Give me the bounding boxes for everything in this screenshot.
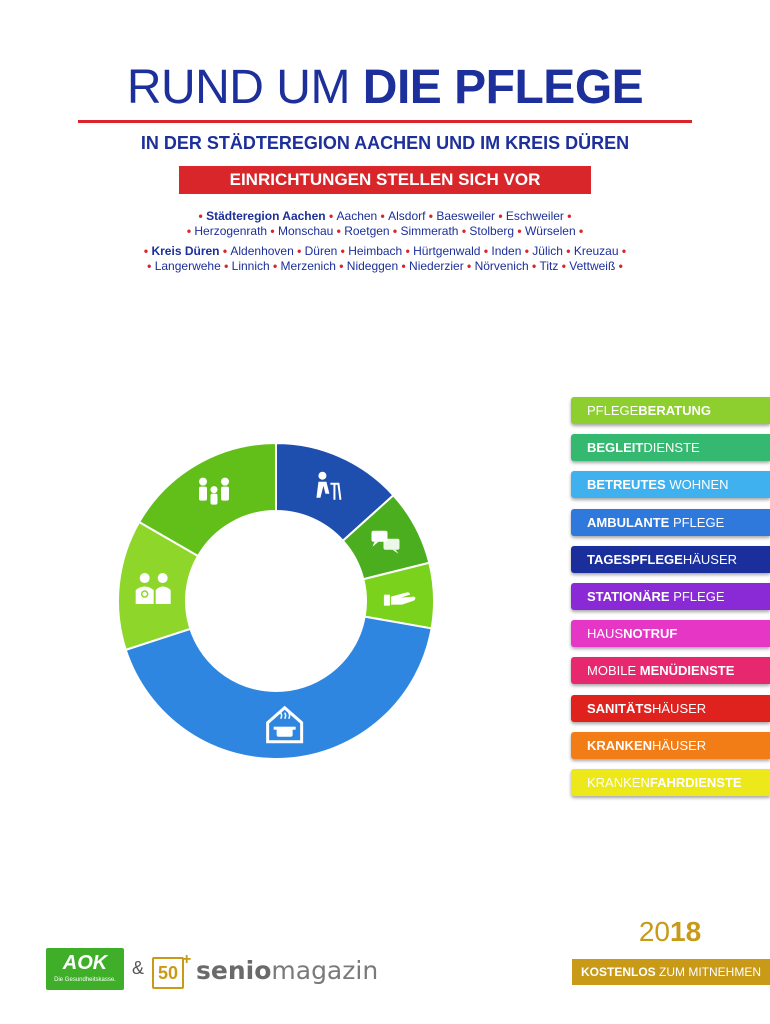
separator-dot: • <box>514 224 525 238</box>
legend-tab-text: BETREUTES <box>587 477 666 493</box>
town-name: Jülich <box>532 244 563 258</box>
services-donut-chart <box>110 444 442 758</box>
dueren-line-1 <box>0 244 770 259</box>
legend-tab-text: WOHNEN <box>665 477 729 493</box>
legend-tab-text: MENÜDIENSTE <box>639 663 735 679</box>
free-bold: KOSTENLOS <box>581 965 656 979</box>
legend-tab-text: BEGLEIT <box>587 440 644 456</box>
separator-dot: • <box>186 224 195 238</box>
town-name: Roetgen <box>344 224 390 238</box>
separator-dot: • <box>575 224 584 238</box>
separator-dot: • <box>219 244 231 258</box>
legend-tab-text: DIENSTE <box>643 440 700 456</box>
aok-logo <box>46 948 124 990</box>
town-name: Inden <box>491 244 522 258</box>
separator-dot: • <box>325 209 337 223</box>
separator-dot: • <box>333 224 345 238</box>
legend-tab <box>571 732 770 759</box>
legend-tab-text: NOTRUF <box>623 626 678 642</box>
legend-tab <box>571 471 770 498</box>
town-name: Vettweiß <box>569 259 616 273</box>
legend-tab-text: PFLEGE <box>669 514 725 530</box>
subtitle: IN DER STÄDTEREGION AACHEN UND IM KREIS DÜREN <box>140 133 630 153</box>
region-dueren <box>0 244 770 274</box>
legend-tab <box>571 657 770 684</box>
separator-dot: • <box>220 259 232 273</box>
town-name: Niederzier <box>409 259 464 273</box>
legend-tab-text: BERATUNG <box>638 403 711 418</box>
legend-tab-text: KRANKEN <box>587 737 652 753</box>
legend-tab-text: TAGESPFLEGE <box>587 551 683 567</box>
senio-word-light: magazin <box>271 956 379 985</box>
town-name: Würselen <box>524 224 576 238</box>
legend-tab-text: KRANKEN <box>587 774 650 790</box>
donut-segment <box>126 617 432 758</box>
town-name: Monschau <box>277 224 334 238</box>
town-name: Alsdorf <box>388 209 426 223</box>
separator-dot: • <box>495 209 506 223</box>
separator-dot: • <box>269 259 281 273</box>
ampersand: & <box>132 958 145 978</box>
legend-tab <box>571 397 770 424</box>
title-divider <box>78 120 692 123</box>
separator-dot: • <box>615 259 623 273</box>
legend-tab-text: STATIONÄRE <box>587 588 670 604</box>
legend-tab-text: PFLEGE <box>669 588 725 604</box>
senio-50-box: 50 <box>152 957 184 989</box>
aachen-label: Städteregion Aachen <box>206 209 326 223</box>
town-name: Kreuzau <box>573 244 619 258</box>
free-badge <box>572 959 770 985</box>
separator-dot: • <box>143 244 152 258</box>
main-title <box>0 60 770 115</box>
separator-dot: • <box>528 259 540 273</box>
separator-dot: • <box>267 224 278 238</box>
title-bold: DIE PFLEGE <box>362 61 644 114</box>
town-name: Hürtgenwald <box>413 244 481 258</box>
town-name: Düren <box>304 244 338 258</box>
legend-tab <box>571 769 770 796</box>
separator-dot: • <box>293 244 305 258</box>
dueren-label: Kreis Düren <box>151 244 220 258</box>
town-name: Aldenhoven <box>230 244 294 258</box>
free-light: ZUM MITNEHMEN <box>655 965 761 979</box>
legend-tab-text: HAUS <box>587 626 624 642</box>
town-name: Simmerath <box>400 224 459 238</box>
legend-tab-text: PFLEGE <box>587 403 639 418</box>
separator-dot: • <box>402 244 414 258</box>
senio-word-bold: senio <box>196 956 272 985</box>
legend-tab <box>571 583 770 610</box>
town-name: Herzogenrath <box>194 224 268 238</box>
separator-dot: • <box>463 259 475 273</box>
legend-tab-text: FAHRDIENSTE <box>649 774 742 790</box>
separator-dot: • <box>618 244 627 258</box>
town-name: Baesweiler <box>436 209 496 223</box>
legend-tab <box>571 509 770 536</box>
legend-tab-text: HÄUSER <box>652 700 707 716</box>
separator-dot: • <box>147 259 155 273</box>
title-light: RUND UM <box>126 61 363 114</box>
aok-tagline: Die Gesundheitskasse. <box>54 977 116 983</box>
separator-dot: • <box>198 209 207 223</box>
separator-dot: • <box>558 259 570 273</box>
separator-dot: • <box>562 244 574 258</box>
separator-dot: • <box>389 224 401 238</box>
aachen-line-2 <box>0 224 770 239</box>
town-name: Stolberg <box>469 224 515 238</box>
town-name: Nörvenich <box>474 259 529 273</box>
town-name: Merzenich <box>280 259 336 273</box>
legend-tab-text: MOBILE <box>587 663 640 679</box>
town-name: Linnich <box>231 259 270 273</box>
dueren-line-2 <box>0 259 770 274</box>
legend-tab <box>571 434 770 461</box>
separator-dot: • <box>377 209 389 223</box>
legend-tab <box>571 546 770 573</box>
town-name: Eschweiler <box>505 209 564 223</box>
separator-dot: • <box>458 224 470 238</box>
separator-dot: • <box>398 259 410 273</box>
year-light: 20 <box>638 916 670 947</box>
separator-dot: • <box>337 244 349 258</box>
legend-tab-text: SANITÄTS <box>587 700 652 716</box>
legend-tab <box>571 620 770 647</box>
legend-tab-text: HÄUSER <box>652 737 707 753</box>
separator-dot: • <box>480 244 492 258</box>
senio-wordmark <box>196 956 378 985</box>
legend-tab-text: AMBULANTE <box>587 514 670 530</box>
separator-dot: • <box>425 209 437 223</box>
year-label <box>600 916 740 948</box>
year-bold: 18 <box>670 916 702 947</box>
region-aachen <box>0 209 770 239</box>
legend-tab <box>571 695 770 722</box>
legend-tab-text: HÄUSER <box>682 551 738 567</box>
town-name: Nideggen <box>346 259 399 273</box>
town-name: Heimbach <box>348 244 403 258</box>
town-name: Langerwehe <box>154 259 221 273</box>
service-legend <box>571 397 770 806</box>
separator-dot: • <box>335 259 347 273</box>
aachen-line-1 <box>0 209 770 224</box>
separator-dot: • <box>521 244 533 258</box>
aok-mark: AOK <box>62 952 108 974</box>
senio-plus: + <box>182 951 192 968</box>
town-name: Titz <box>539 259 559 273</box>
separator-dot: • <box>563 209 572 223</box>
red-banner: EINRICHTUNGEN STELLEN SICH VOR <box>179 166 591 194</box>
town-name: Aachen <box>336 209 378 223</box>
